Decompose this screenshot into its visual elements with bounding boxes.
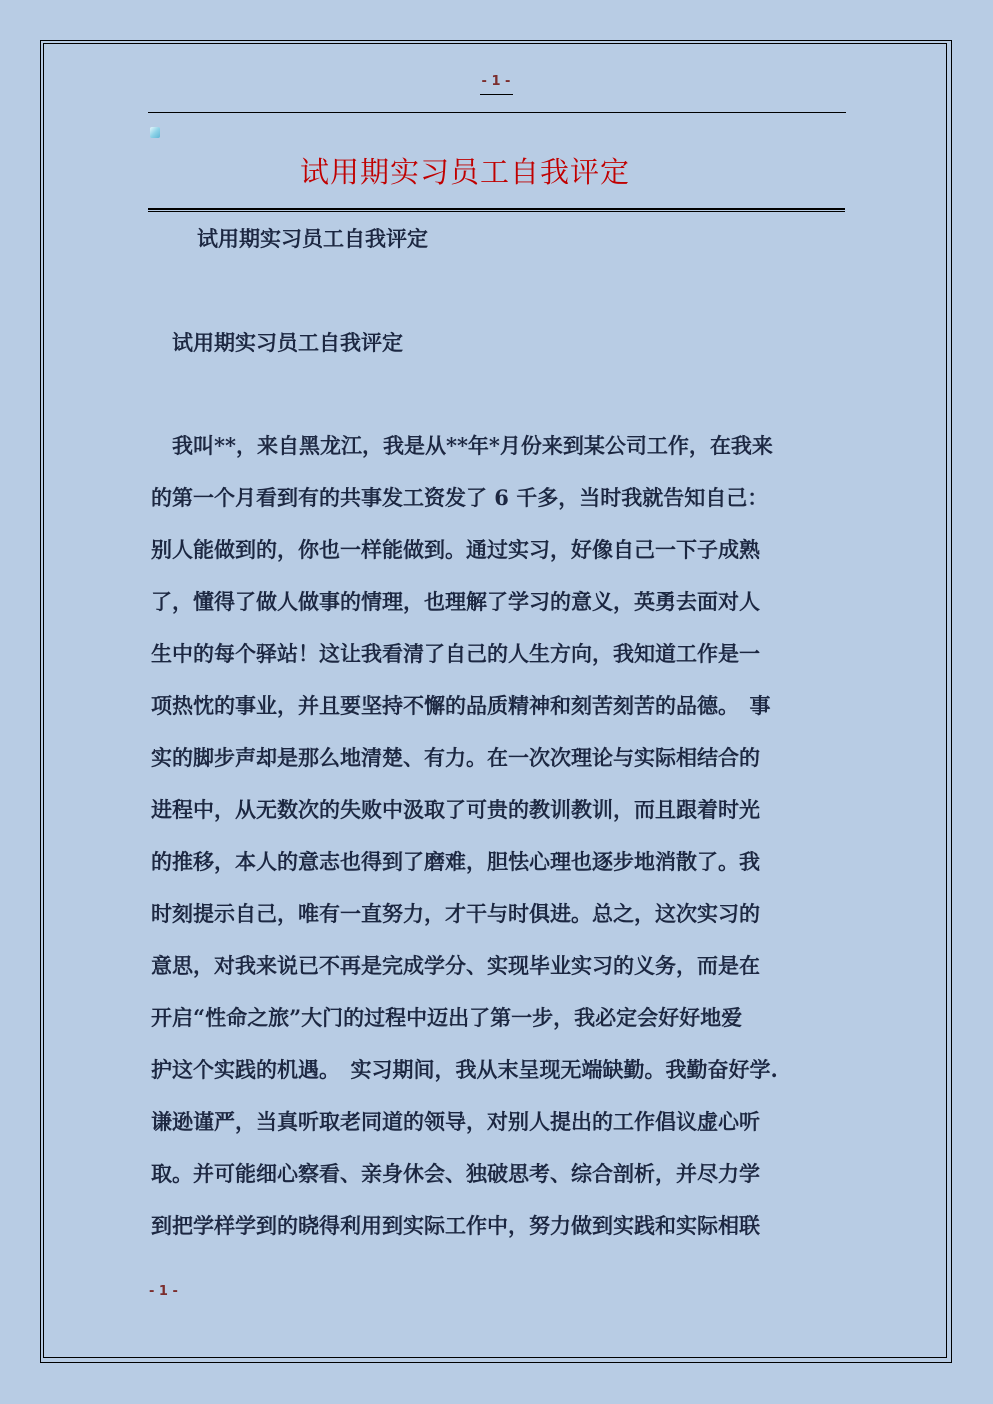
body-line: 时刻提示自己，唯有一直努力，才干与时俱进。总之，这次实习的 xyxy=(151,901,760,926)
body-line: 取。并可能细心察看、亲身休会、独破思考、综合剖析，并尽力学 xyxy=(151,1161,760,1186)
header-page-number: - 1 - xyxy=(481,74,511,89)
body-line: 进程中，从无数次的失败中汲取了可贵的教训教训，而且跟着时光 xyxy=(151,797,760,822)
body-line: 谦逊谨严，当真听取老同道的领导，对别人提出的工作倡议虚心听 xyxy=(151,1109,760,1134)
header-page-number-underline xyxy=(480,94,513,95)
body-line: 护这个实践的机遇。 实习期间，我从末呈现无端缺勤。我勤奋好学. xyxy=(151,1057,778,1082)
body-line: 到把学样学到的晓得利用到实际工作中，努力做到实践和实际相联 xyxy=(151,1213,760,1238)
body-line: 生中的每个驿站！这让我看清了自己的人生方向，我知道工作是一 xyxy=(151,641,760,666)
title-rule-thin xyxy=(148,211,845,212)
subtitle-heading-1: 试用期实习员工自我评定 xyxy=(197,226,428,251)
document-title: 试用期实习员工自我评定 xyxy=(299,155,630,189)
body-line: 别人能做到的，你也一样能做到。通过实习，好像自己一下子成熟 xyxy=(151,537,760,562)
body-line: 了，懂得了做人做事的情理，也理解了学习的意义，英勇去面对人 xyxy=(151,589,760,614)
body-line: 的第一个月看到有的共事发工资发了 6 千多，当时我就告知自己： xyxy=(151,485,769,510)
header-rule xyxy=(148,112,846,113)
title-rule-thick xyxy=(148,208,845,210)
body-line: 意思，对我来说已不再是完成学分、实现毕业实习的义务，而是在 xyxy=(151,953,760,978)
body-paragraph xyxy=(151,430,851,1262)
body-line: 项热忱的事业，并且要坚持不懈的品质精神和刻苦刻苦的品德。 事 xyxy=(151,693,771,718)
body-line: 我叫**，来自黑龙江，我是从**年*月份来到某公司工作，在我来 xyxy=(151,433,773,458)
body-line: 实的脚步声却是那么地清楚、有力。在一次次理论与实际相结合的 xyxy=(151,745,760,770)
body-line: 开启“性命之旅”大门的过程中迈出了第一步，我必定会好好地爱 xyxy=(151,1005,743,1030)
subtitle-heading-2: 试用期实习员工自我评定 xyxy=(172,330,403,355)
footer-page-number: - 1 - xyxy=(149,1284,178,1299)
body-line: 的推移，本人的意志也得到了磨难，胆怯心理也逐步地消散了。我 xyxy=(151,849,760,874)
image-placeholder-icon xyxy=(150,127,160,138)
